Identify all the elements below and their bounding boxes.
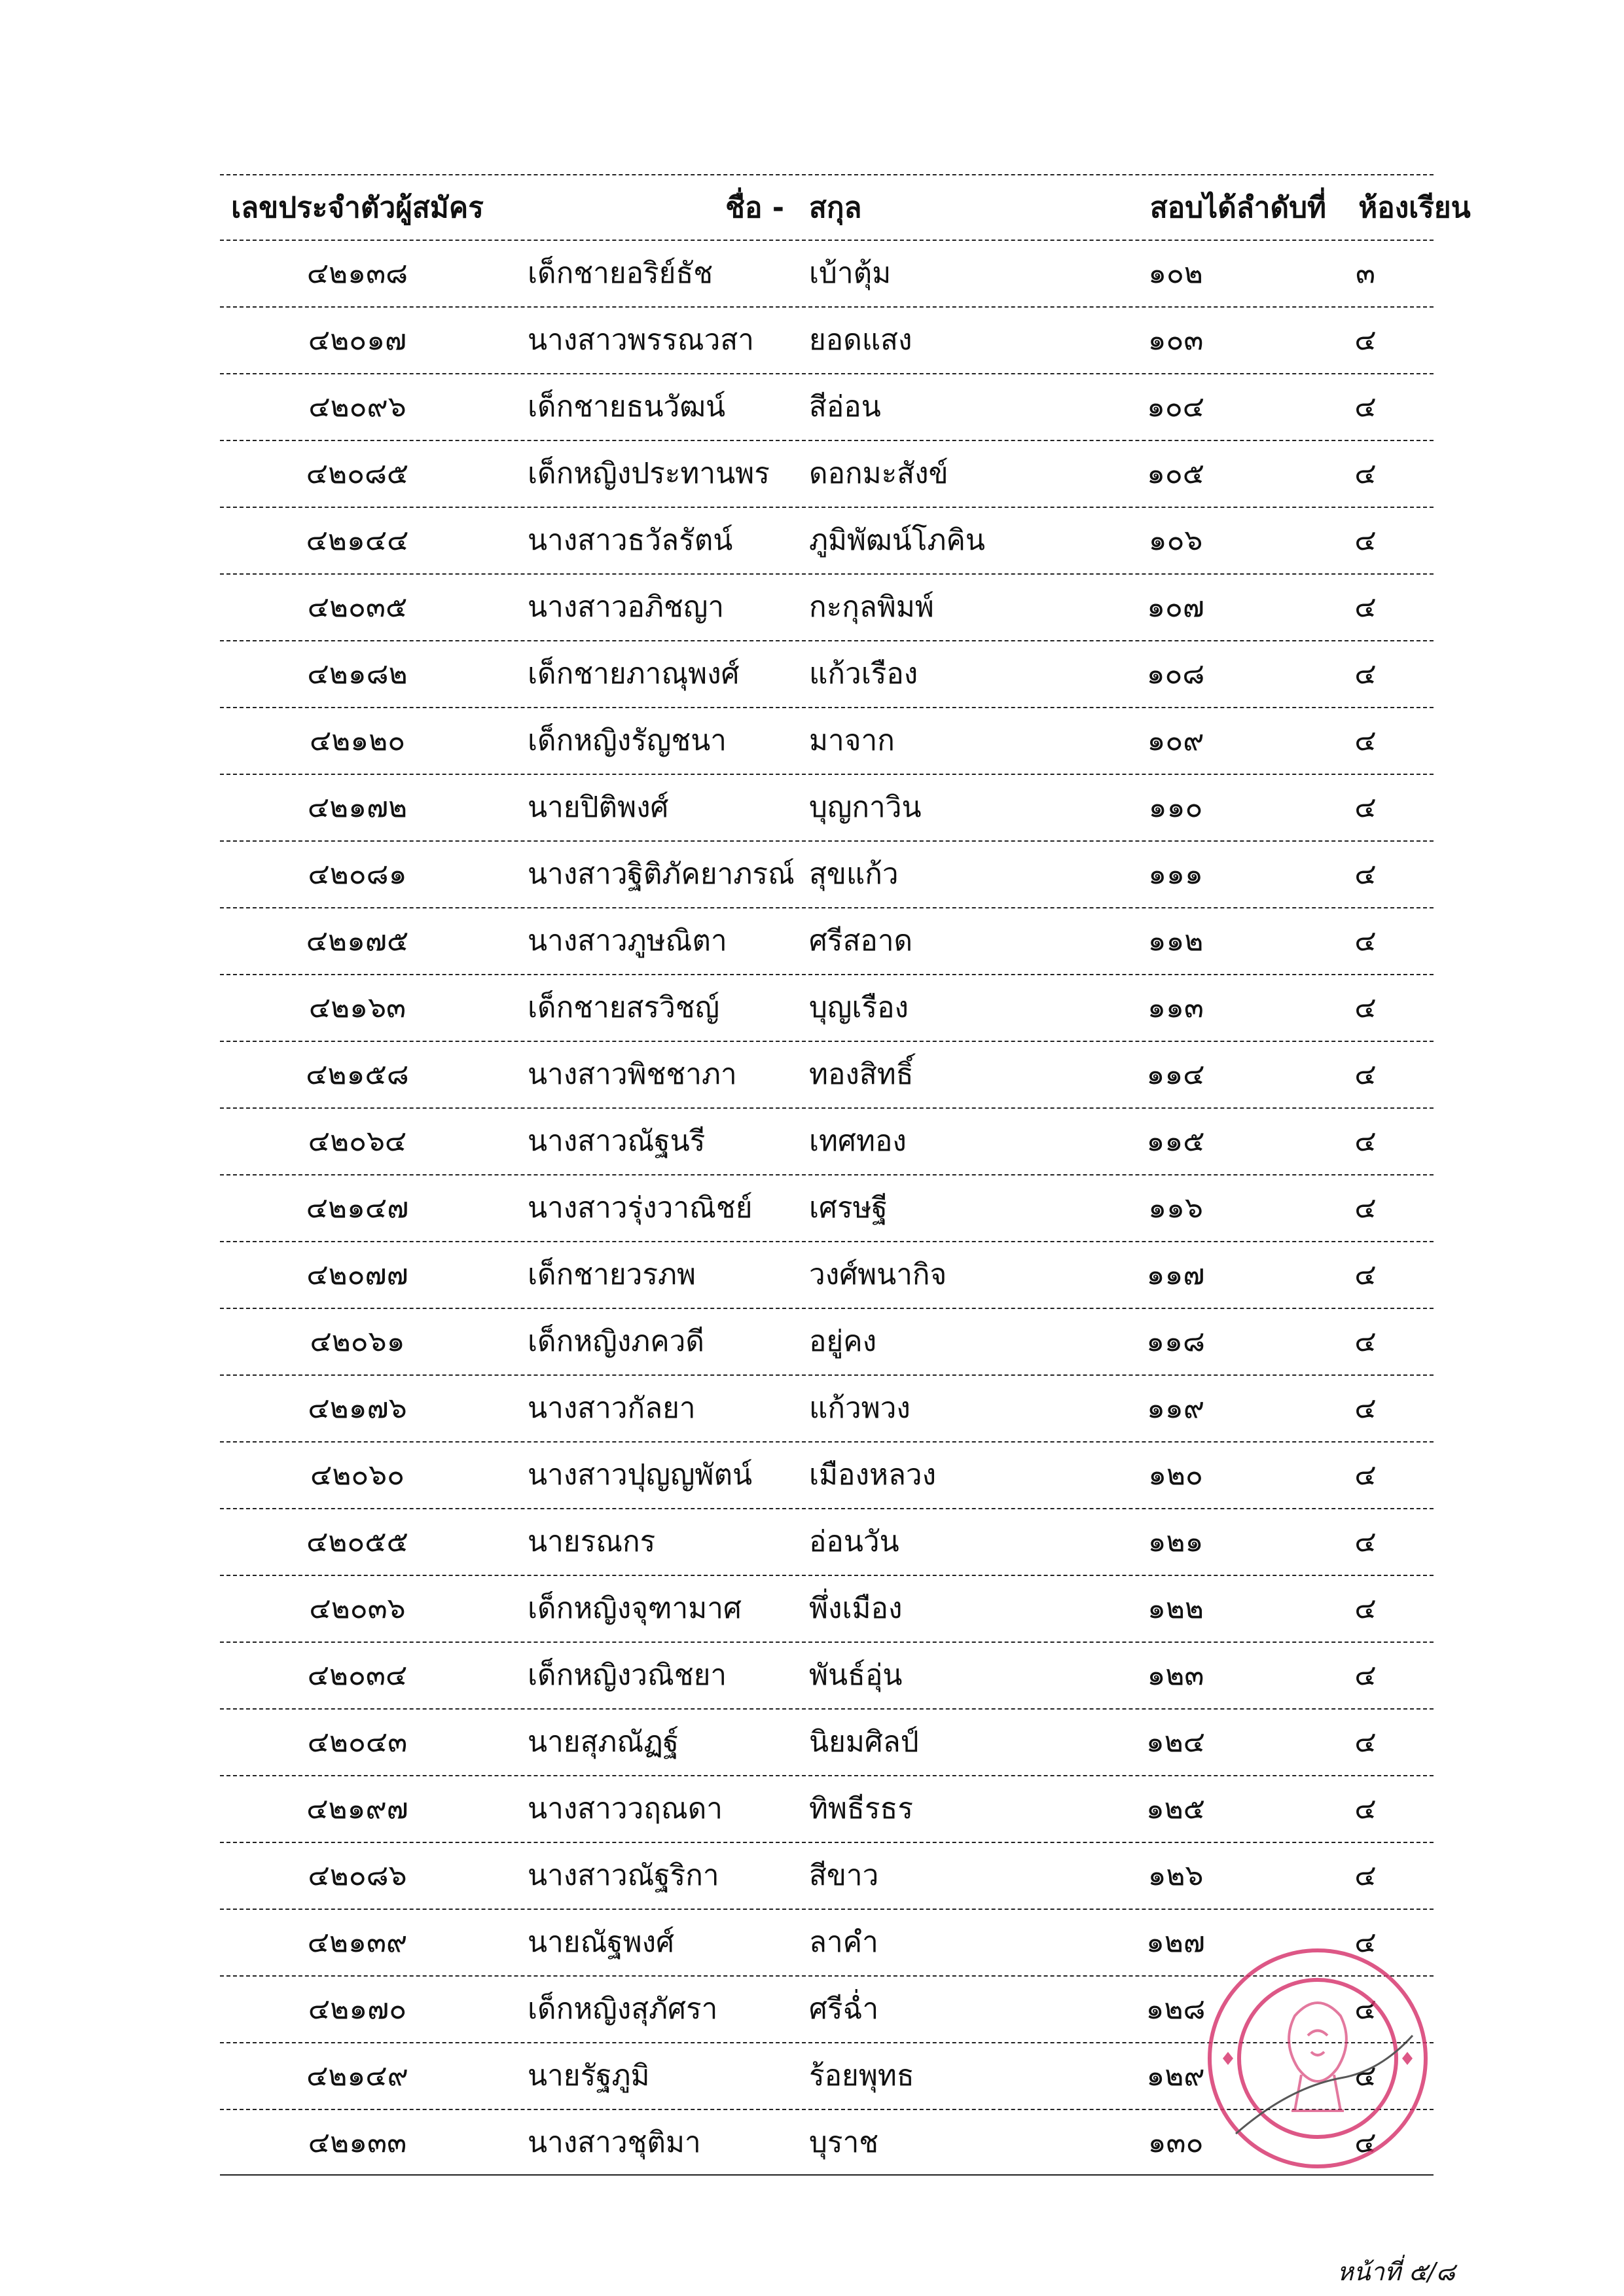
surname-cell: เบ้าตุ้ม (809, 257, 892, 290)
rank-cell: ๑๑๓ (1147, 991, 1204, 1024)
rank-cell: ๑๐๙ (1147, 724, 1204, 757)
room-cell: ๔ (1354, 1458, 1377, 1492)
surname-cell: ร้อยพุทธ (809, 2059, 914, 2092)
surname-cell: ทิพธีรธร (809, 1792, 913, 1825)
table-row (220, 707, 1434, 774)
table-row (220, 1708, 1434, 1775)
surname-cell: บุราช (809, 2126, 879, 2159)
name-cell: นายสุภณัฏฐ์ (528, 1725, 679, 1759)
room-cell: ๔ (1354, 323, 1377, 357)
surname-cell: สีขาว (809, 1859, 879, 1892)
applicant-id-cell: ๔๒๐๑๗ (308, 323, 407, 357)
name-cell: นางสาวชุติมา (528, 2126, 701, 2159)
surname-cell: เมืองหลวง (809, 1458, 937, 1492)
table-row (220, 1308, 1434, 1374)
room-cell: ๔ (1354, 1992, 1377, 2026)
table-row (220, 573, 1434, 640)
name-cell: นางสาวกัลยา (528, 1391, 696, 1425)
room-cell: ๔ (1354, 857, 1377, 891)
surname-cell: บุญกาวิน (809, 791, 922, 824)
header-name: ชื่อ - (725, 191, 784, 224)
table-row (220, 1441, 1434, 1508)
room-cell: ๔ (1354, 457, 1377, 490)
name-cell: นางสาวรุ่งวาณิชย์ (528, 1191, 753, 1225)
room-cell: ๔ (1354, 1391, 1377, 1425)
name-cell: นางสาวธวัลรัตน์ (528, 524, 733, 557)
surname-cell: แก้วเรือง (809, 657, 918, 691)
rank-cell: ๑๐๘ (1146, 657, 1205, 691)
header-rank: สอบได้ลำดับที่ (1149, 191, 1326, 224)
rank-cell: ๑๐๖ (1148, 524, 1203, 557)
applicant-id-cell: ๔๒๐๖๐ (310, 1458, 405, 1492)
rank-cell: ๑๒๔ (1146, 1725, 1206, 1759)
room-cell: ๔ (1354, 1659, 1377, 1692)
room-cell: ๔ (1354, 2059, 1377, 2092)
surname-cell: ภูมิพัฒน์โภคิน (809, 524, 985, 557)
page-number: หน้าที่ ๕/๘ (1337, 2257, 1455, 2286)
table-row (220, 974, 1434, 1041)
room-cell: ๔ (1354, 2126, 1377, 2159)
rank-cell: ๑๐๓ (1147, 323, 1204, 357)
applicant-id-cell: ๔๒๑๘๒ (307, 657, 408, 691)
rank-cell: ๑๐๔ (1146, 390, 1205, 423)
table-row (220, 1575, 1434, 1641)
rank-cell: ๑๑๗ (1146, 1258, 1205, 1291)
room-cell: ๔ (1354, 1124, 1377, 1158)
applicant-id-cell: ๔๒๑๔๗ (306, 1191, 409, 1225)
name-cell: นางสาวฐิติภัคยาภรณ์ (528, 857, 795, 891)
rank-cell: ๑๓๐ (1147, 2126, 1204, 2159)
applicant-id-cell: ๔๒๐๙๖ (308, 390, 406, 423)
surname-cell: สีอ่อน (809, 390, 881, 423)
table-row (220, 840, 1434, 907)
rank-cell: ๑๒๙ (1146, 2059, 1205, 2092)
name-cell: นายณัฐพงศ์ (528, 1926, 675, 1959)
header-applicant-id: เลขประจำตัวผู้สมัคร (231, 191, 484, 224)
room-cell: ๔ (1354, 991, 1377, 1024)
name-cell: นางสาวอภิชญา (528, 590, 725, 624)
applicant-id-cell: ๔๒๑๓๘ (306, 257, 408, 290)
table-header (220, 174, 1471, 240)
rank-cell: ๑๑๒ (1147, 924, 1204, 958)
applicant-id-cell: ๔๒๐๔๓ (307, 1725, 408, 1759)
header-room: ห้องเรียน (1358, 191, 1471, 224)
rank-cell: ๑๒๖ (1147, 1859, 1204, 1892)
rank-cell: ๑๑๖ (1148, 1191, 1203, 1225)
table-row (220, 640, 1434, 707)
table-row (220, 507, 1434, 573)
applicant-id-cell: ๔๒๐๖๑ (310, 1325, 405, 1358)
room-cell: ๔ (1354, 1592, 1377, 1625)
applicant-id-cell: ๔๒๐๘๕ (306, 457, 409, 490)
surname-cell: เศรษฐี (809, 1191, 888, 1225)
rank-cell: ๑๑๔ (1146, 1058, 1205, 1091)
rank-cell: ๑๑๐ (1148, 791, 1203, 824)
name-cell: เด็กหญิงสุภัศรา (528, 1992, 718, 2026)
name-cell: เด็กหญิงภควดี (528, 1325, 704, 1358)
rank-cell: ๑๒๘ (1146, 1992, 1206, 2026)
name-cell: นางสาววฤณดา (528, 1792, 723, 1825)
room-cell: ๔ (1354, 1058, 1377, 1091)
applicant-id-cell: ๔๒๑๒๐ (309, 724, 406, 757)
name-cell: นางสาวณัฐนรี (528, 1124, 706, 1158)
table-row (220, 1508, 1434, 1575)
room-cell: ๔ (1354, 791, 1377, 824)
applicant-id-cell: ๔๒๑๓๓ (308, 2126, 407, 2159)
rank-cell: ๑๐๒ (1148, 257, 1203, 290)
surname-cell: เทศทอง (809, 1124, 907, 1158)
applicant-id-cell: ๔๒๑๔๔ (306, 524, 409, 557)
name-cell: เด็กหญิงจุฑามาศ (528, 1592, 742, 1625)
applicant-id-cell: ๔๒๑๙๗ (306, 1792, 408, 1825)
applicant-id-cell: ๔๒๑๗๕ (306, 924, 409, 958)
table-row (220, 1174, 1434, 1241)
applicant-id-cell: ๔๒๐๕๕ (306, 1525, 408, 1558)
room-cell: ๔ (1354, 1191, 1377, 1225)
surname-cell: วงศ์พนากิจ (809, 1258, 947, 1291)
surname-cell: แก้วพวง (809, 1391, 911, 1425)
rank-cell: ๑๑๘ (1146, 1325, 1205, 1358)
table-row (220, 1241, 1434, 1308)
rank-cell: ๑๒๒ (1147, 1592, 1204, 1625)
applicant-id-cell: ๔๒๑๓๙ (307, 1926, 408, 1959)
table-row (220, 1641, 1434, 1708)
results-table (220, 174, 1471, 2176)
name-cell: นายปิติพงศ์ (528, 791, 669, 824)
rank-cell: ๑๒๓ (1147, 1659, 1204, 1692)
rank-cell: ๑๒๑ (1147, 1525, 1204, 1558)
table-row (220, 440, 1434, 507)
name-cell: นางสาวภูษณิตา (528, 924, 727, 958)
name-cell: นายรัฐภูมิ (528, 2059, 650, 2092)
header-surname: สกุล (809, 191, 862, 224)
surname-cell: ศรีฉ่ำ (809, 1992, 879, 2026)
table-row (220, 373, 1434, 440)
name-cell: เด็กชายอริย์ธัช (528, 257, 713, 290)
room-cell: ๔ (1354, 524, 1377, 557)
name-cell: เด็กชายภาณุพงศ์ (528, 657, 740, 691)
table-body (220, 240, 1434, 2176)
applicant-id-cell: ๔๒๑๗๒ (307, 791, 408, 824)
room-cell: ๔ (1354, 590, 1377, 624)
name-cell: เด็กชายสรวิชญ์ (528, 991, 720, 1024)
applicant-id-cell: ๔๒๑๕๘ (306, 1058, 409, 1091)
name-cell: เด็กหญิงรัญชนา (528, 724, 727, 757)
applicant-id-cell: ๔๒๐๓๖ (309, 1592, 406, 1625)
name-cell: นางสาวปุญญพัตน์ (528, 1458, 753, 1492)
table-row (220, 907, 1434, 974)
room-cell: ๔ (1354, 1926, 1377, 1959)
surname-cell: อยู่คง (809, 1325, 877, 1358)
name-cell: เด็กชายธนวัฒน์ (528, 390, 726, 423)
surname-cell: ทองสิทธิ์ (809, 1058, 914, 1091)
applicant-id-cell: ๔๒๐๓๕ (307, 590, 408, 624)
table-row (220, 1041, 1434, 1107)
room-cell: ๔ (1354, 1525, 1377, 1558)
surname-cell: บุญเรือง (809, 991, 909, 1024)
name-cell: นางสาวพรรณวสา (528, 323, 754, 357)
surname-cell: นิยมศิลป์ (809, 1725, 919, 1759)
table-row (220, 1775, 1434, 1842)
applicant-id-cell: ๔๒๑๖๓ (308, 991, 406, 1024)
table-row (220, 306, 1434, 373)
room-cell: ๓ (1355, 257, 1376, 290)
rank-cell: ๑๐๗ (1147, 590, 1204, 624)
surname-cell: สุขแก้ว (809, 857, 899, 891)
rank-cell: ๑๒๗ (1146, 1926, 1206, 1959)
rank-cell: ๑๒๐ (1148, 1458, 1203, 1492)
rank-cell: ๑๒๕ (1146, 1792, 1206, 1825)
table-row (220, 1374, 1434, 1441)
room-cell: ๔ (1354, 1325, 1377, 1358)
surname-cell: ศรีสอาด (809, 924, 913, 958)
applicant-id-cell: ๔๒๐๓๔ (307, 1659, 408, 1692)
room-cell: ๔ (1354, 390, 1377, 423)
surname-cell: มาจาก (809, 724, 895, 757)
table-row (220, 1107, 1434, 1174)
surname-cell: พันธ์อุ่น (809, 1659, 903, 1692)
school-seal-stamp (1197, 1937, 1439, 2179)
surname-cell: อ่อนวัน (809, 1525, 899, 1558)
applicant-id-cell: ๔๒๐๖๔ (308, 1124, 407, 1158)
surname-cell: กะกุลพิมพ์ (809, 590, 934, 624)
name-cell: นางสาวพิชชาภา (528, 1058, 737, 1091)
rank-cell: ๑๑๑ (1148, 857, 1203, 891)
rank-cell: ๑๑๕ (1146, 1124, 1205, 1158)
room-cell: ๔ (1354, 1258, 1377, 1291)
applicant-id-cell: ๔๒๑๗๖ (308, 1391, 407, 1425)
name-cell: เด็กหญิงประทานพร (528, 457, 770, 490)
surname-cell: ยอดแสง (809, 323, 912, 357)
surname-cell: ลาคำ (809, 1926, 878, 1959)
table-row (220, 240, 1434, 306)
applicant-id-cell: ๔๒๑๗๐ (308, 1992, 407, 2026)
applicant-id-cell: ๔๒๑๔๙ (306, 2059, 408, 2092)
room-cell: ๔ (1354, 1792, 1377, 1825)
room-cell: ๔ (1354, 1859, 1377, 1892)
applicant-id-cell: ๔๒๐๘๖ (308, 1859, 407, 1892)
name-cell: เด็กชายวรภพ (528, 1258, 696, 1291)
room-cell: ๔ (1354, 657, 1377, 691)
name-cell: เด็กหญิงวณิชยา (528, 1659, 727, 1692)
room-cell: ๔ (1354, 924, 1377, 958)
rank-cell: ๑๑๙ (1146, 1391, 1205, 1425)
surname-cell: พึ่งเมือง (809, 1592, 903, 1625)
name-cell: นางสาวณัฐริกา (528, 1859, 719, 1892)
applicant-id-cell: ๔๒๐๗๗ (306, 1258, 408, 1291)
name-cell: นายรณกร (528, 1525, 656, 1558)
applicant-id-cell: ๔๒๐๘๑ (308, 857, 407, 891)
table-row (220, 774, 1434, 840)
surname-cell: ดอกมะสังข์ (809, 457, 948, 490)
rank-cell: ๑๐๕ (1146, 457, 1205, 490)
table-row (220, 1842, 1434, 1909)
room-cell: ๔ (1354, 1725, 1377, 1759)
room-cell: ๔ (1354, 724, 1377, 757)
